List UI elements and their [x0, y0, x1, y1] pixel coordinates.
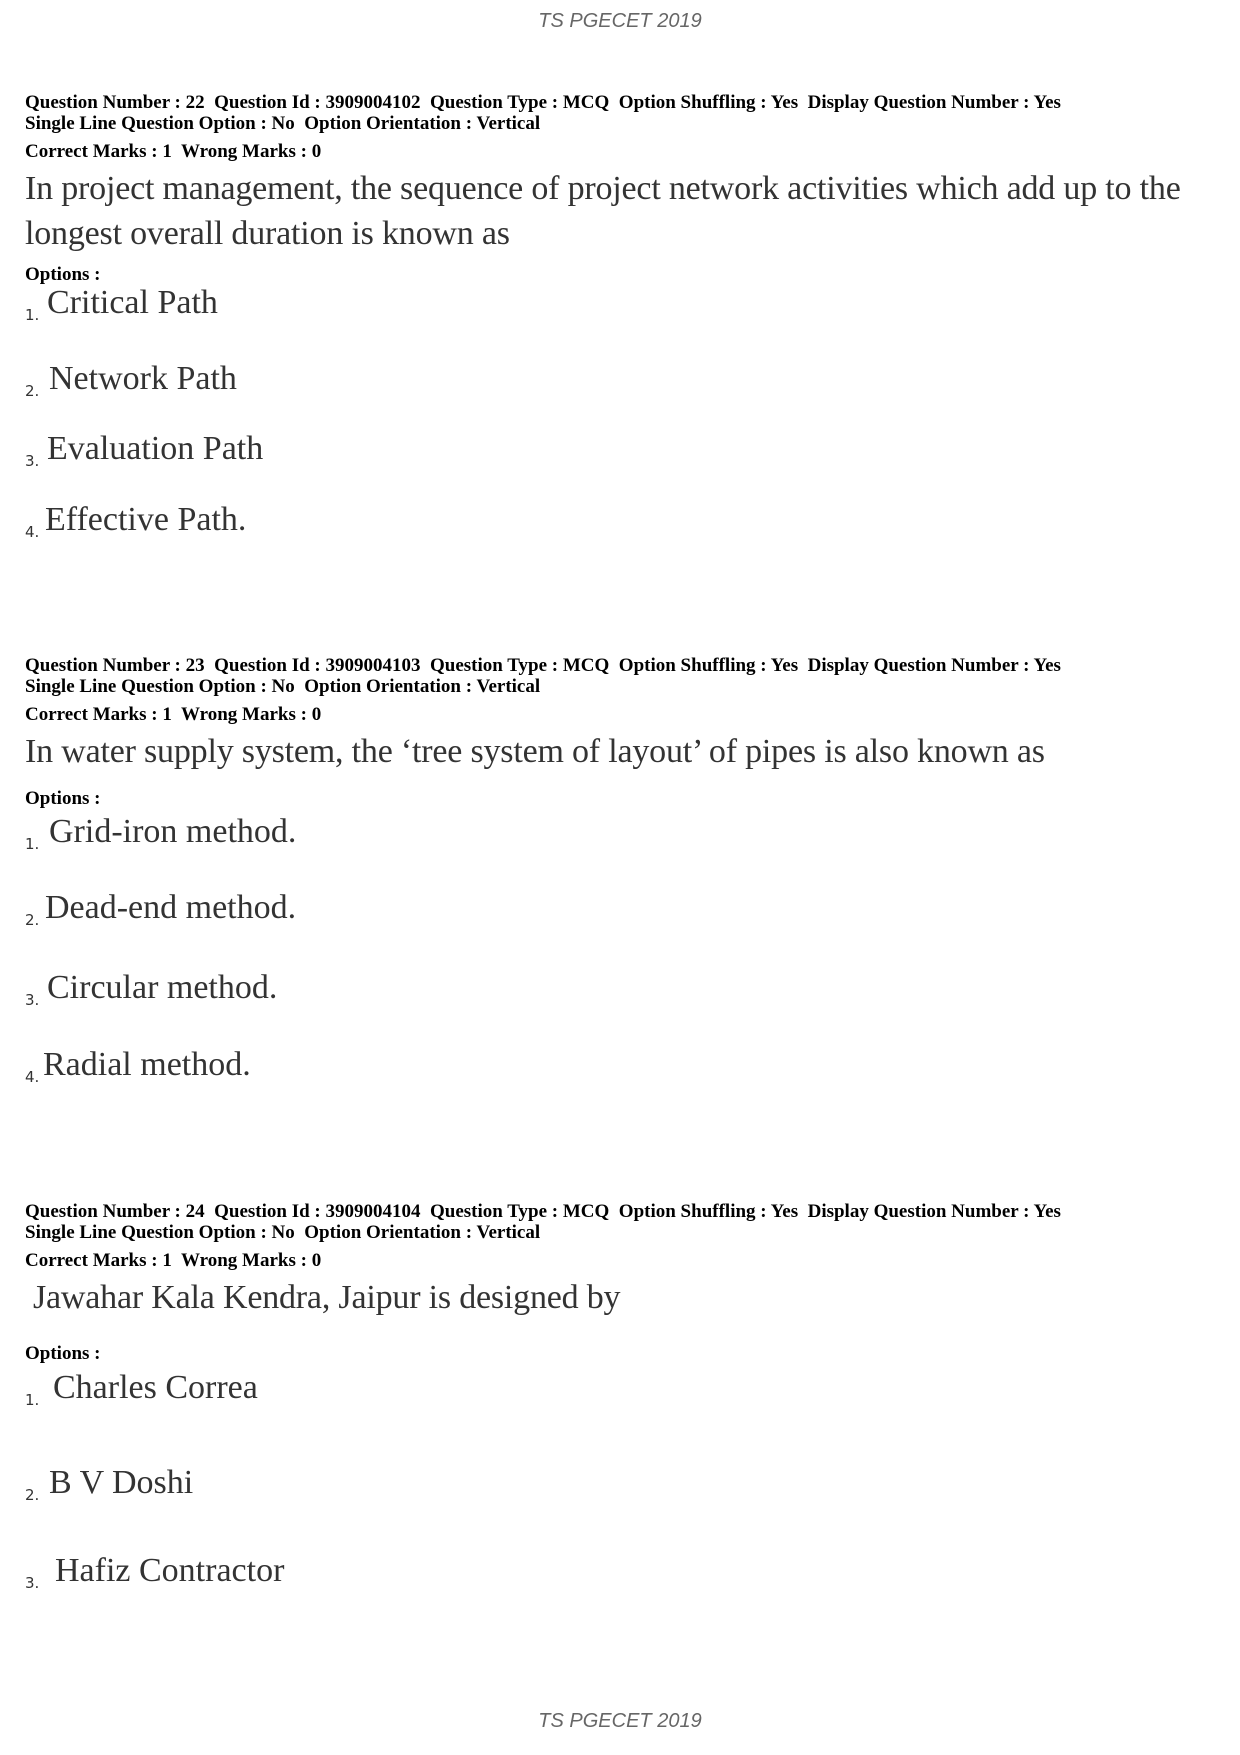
question-text: In project management, the sequence of project network activities which add up to the longest overall duration is known as — [25, 170, 1181, 252]
question-meta-line-2: Single Line Question Option : No Option Orientation : Vertical — [25, 113, 541, 134]
option-number: 3. — [25, 452, 40, 470]
question-meta-line-1: Question Number : 24 Question Id : 3909004104 Question Type : MCQ Option Shuffling : Yes Display Question Number : Yes — [25, 1201, 1061, 1222]
question-24 — [25, 1201, 1215, 1592]
question-marks: Correct Marks : 1 Wrong Marks : 0 — [25, 141, 322, 162]
question-22 — [25, 92, 1215, 541]
question-meta-line-1: Question Number : 22 Question Id : 3909004102 Question Type : MCQ Option Shuffling : Yes Display Question Number : Yes — [25, 92, 1061, 113]
question-meta-line-2: Single Line Question Option : No Option Orientation : Vertical — [25, 676, 541, 697]
option-text: Grid-iron method. — [49, 813, 297, 850]
option-text: Radial method. — [43, 1046, 251, 1083]
option-number: 3. — [25, 991, 40, 1009]
options-label: Options : — [25, 1343, 101, 1364]
question-marks: Correct Marks : 1 Wrong Marks : 0 — [25, 704, 322, 725]
question-23 — [25, 655, 1215, 1086]
option-number: 1. — [25, 835, 40, 853]
options-label: Options : — [25, 264, 101, 285]
option-number: 1. — [25, 306, 40, 324]
option-text: Effective Path. — [45, 501, 247, 538]
options-label: Options : — [25, 788, 101, 809]
option-text: Critical Path — [47, 284, 218, 321]
option-number: 2. — [25, 382, 40, 400]
option-text: Hafiz Contractor — [55, 1552, 285, 1589]
question-meta-line-2: Single Line Question Option : No Option Orientation : Vertical — [25, 1222, 541, 1243]
option-text: Network Path — [49, 360, 237, 397]
question-text: Jawahar Kala Kendra, Jaipur is designed by — [33, 1279, 621, 1316]
page-footer: TS PGECET 2019 — [538, 1710, 702, 1732]
option-text: Evaluation Path — [47, 430, 264, 467]
option-number: 3. — [25, 1574, 40, 1592]
question-marks: Correct Marks : 1 Wrong Marks : 0 — [25, 1250, 322, 1271]
option-text: B V Doshi — [49, 1464, 194, 1501]
option-number: 2. — [25, 911, 40, 929]
option-text: Dead-end method. — [45, 889, 297, 926]
option-number: 1. — [25, 1391, 40, 1409]
page-header: TS PGECET 2019 — [538, 10, 702, 32]
option-number: 4. — [25, 1068, 40, 1086]
option-text: Charles Correa — [53, 1369, 258, 1406]
question-text: In water supply system, the ‘tree system of layout’ of pipes is also known as — [25, 733, 1045, 770]
option-text: Circular method. — [47, 969, 278, 1006]
option-number: 4. — [25, 523, 40, 541]
option-number: 2. — [25, 1486, 40, 1504]
question-meta-line-1: Question Number : 23 Question Id : 3909004103 Question Type : MCQ Option Shuffling : Yes Display Question Number : Yes — [25, 655, 1061, 676]
